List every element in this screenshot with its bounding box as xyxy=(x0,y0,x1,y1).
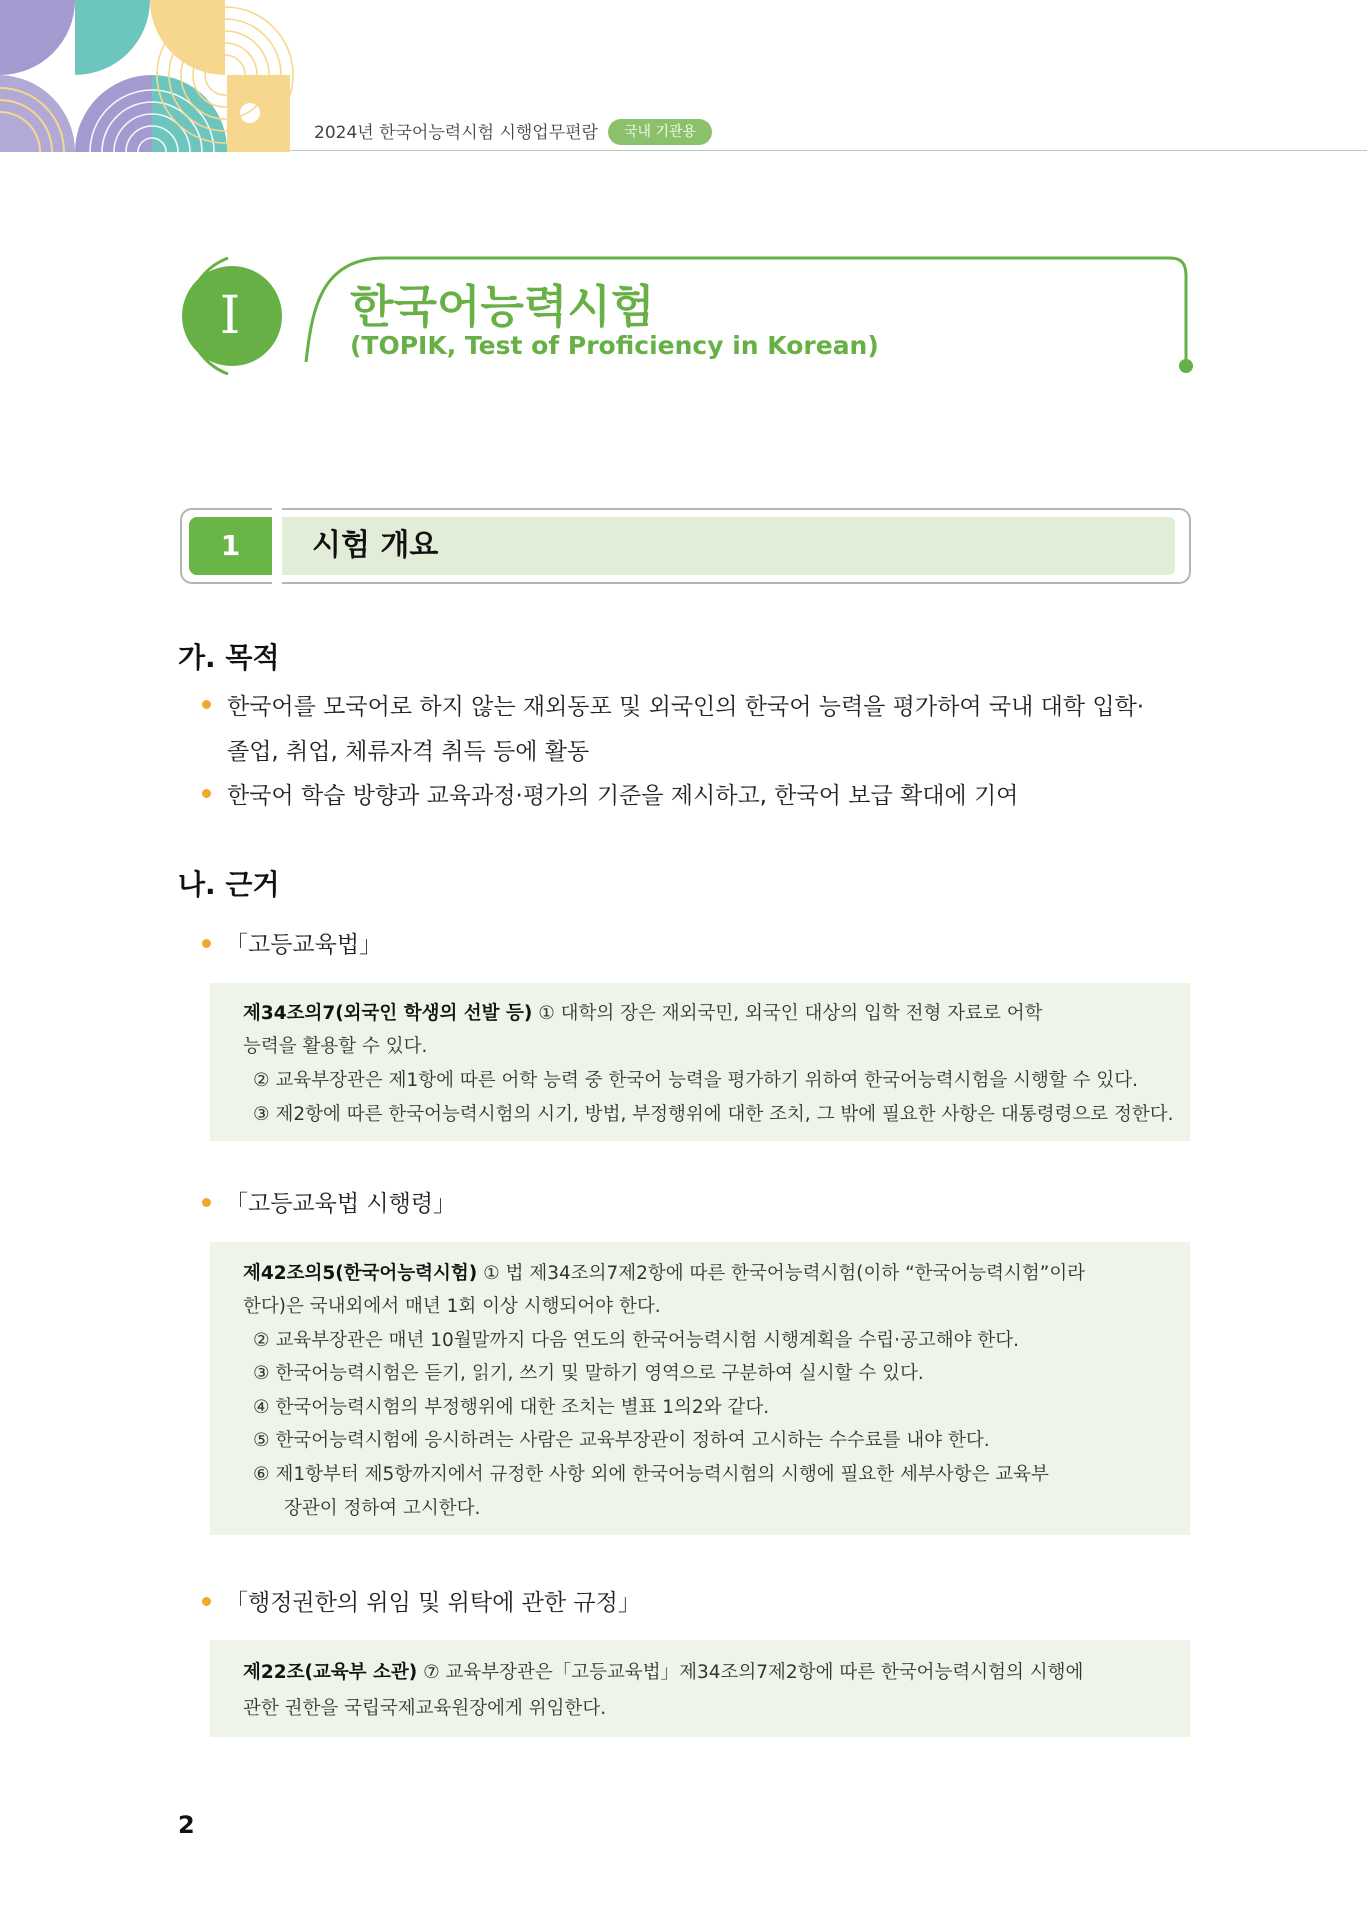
bullet-dot xyxy=(202,789,211,798)
bullet-dot xyxy=(202,939,211,948)
law-1-line-4: ③ 제2항에 따른 한국어능력시험의 시기, 방법, 부정행위에 대한 조치, 그 밖에 필요한 사항은 대통령령으로 정한다. xyxy=(253,1104,1174,1125)
law-2-line-7: ⑥ 제1항부터 제5항까지에서 규정한 사항 외에 한국어능력시험의 시행에 필요한 세부사항은 교육부 xyxy=(253,1464,1049,1485)
running-title: 2024년 한국어능력시험 시행업무편람 xyxy=(314,123,598,143)
law-title-delegation-regulation: 「행정권한의 위임 및 위탁에 관한 규정」 xyxy=(225,1590,641,1616)
law-2-line-1: 제42조의5(한국어능력시험) ① 법 제34조의7제2항에 따른 한국어능력시험(이하 “한국어능력시험”이라 xyxy=(243,1263,1086,1284)
purpose-bullet-2: 한국어 학습 방향과 교육과정·평가의 기준을 제시하고, 한국어 보급 확대에 기여 xyxy=(227,783,1019,809)
basis-heading: 나. 근거 xyxy=(178,868,280,901)
law-2-line-2: 한다)은 국내외에서 매년 1회 이상 시행되어야 한다. xyxy=(243,1296,661,1317)
law-1-line-1: 제34조의7(외국인 학생의 선발 등) ① 대학의 장은 재외국민, 외국인 대상의 입학 전형 자료로 어학 xyxy=(243,1003,1043,1024)
law-box-enforcement-decree xyxy=(210,1242,1190,1535)
header-decoration xyxy=(0,0,300,152)
bullet-dot xyxy=(202,700,211,709)
section-gap xyxy=(272,508,282,584)
purpose-bullet-1-line-2: 졸업, 취업, 체류자격 취득 등에 활동 xyxy=(227,739,590,765)
law-2-line-8: 장관이 정하여 고시한다. xyxy=(284,1498,481,1519)
bullet-dot xyxy=(202,1198,211,1207)
bullet-dot xyxy=(202,1597,211,1606)
section-number: 1 xyxy=(189,517,272,575)
chapter-subtitle: (TOPIK, Test of Proficiency in Korean) xyxy=(350,331,879,360)
audience-badge: 국내 기관용 xyxy=(608,119,712,145)
header-divider xyxy=(290,150,1367,151)
law-1-article: 제34조의7(외국인 학생의 선발 등) xyxy=(243,1003,533,1024)
law-title-enforcement-decree: 「고등교육법 시행령」 xyxy=(225,1191,457,1217)
law-2-line-4: ③ 한국어능력시험은 듣기, 읽기, 쓰기 및 말하기 영역으로 구분하여 실시할 수 있다. xyxy=(253,1363,924,1384)
purpose-bullet-1-line-1: 한국어를 모국어로 하지 않는 재외동포 및 외국인의 한국어 능력을 평가하여 국내 대학 입학· xyxy=(227,694,1145,720)
law-1-line-3: ② 교육부장관은 제1항에 따른 어학 능력 중 한국어 능력을 평가하기 위하여 한국어능력시험을 시행할 수 있다. xyxy=(253,1070,1139,1091)
chapter-title: 한국어능력시험 xyxy=(350,280,655,333)
law-box-delegation-regulation xyxy=(210,1640,1190,1737)
chapter-frame xyxy=(170,250,1200,390)
law-2-line-3: ② 교육부장관은 매년 10월말까지 다음 연도의 한국어능력시험 시행계획을 수립·공고해야 한다. xyxy=(253,1330,1020,1351)
law-1-line-2: 능력을 활용할 수 있다. xyxy=(243,1036,428,1057)
law-3-line-2: 관한 권한을 국립국제교육원장에게 위임한다. xyxy=(243,1698,607,1719)
law-title-higher-education-act: 「고등교육법」 xyxy=(225,932,383,958)
law-2-line-6: ⑤ 한국어능력시험에 응시하려는 사람은 교육부장관이 정하여 고시하는 수수료를 내야 한다. xyxy=(253,1430,990,1451)
law-3-article: 제22조(교육부 소관) xyxy=(243,1662,418,1683)
law-3-line-1: 제22조(교육부 소관) ⑦ 교육부장관은「고등교육법」제34조의7제2항에 따른 한국어능력시험의 시행에 xyxy=(243,1662,1084,1683)
page-number: 2 xyxy=(178,1811,195,1839)
chapter-roman-numeral: I xyxy=(219,286,241,346)
law-2-line-5: ④ 한국어능력시험의 부정행위에 대한 조치는 별표 1의2와 같다. xyxy=(253,1397,770,1418)
purpose-heading: 가. 목적 xyxy=(178,641,280,674)
section-title: 시험 개요 xyxy=(312,528,439,563)
law-2-article: 제42조의5(한국어능력시험) xyxy=(243,1263,478,1284)
